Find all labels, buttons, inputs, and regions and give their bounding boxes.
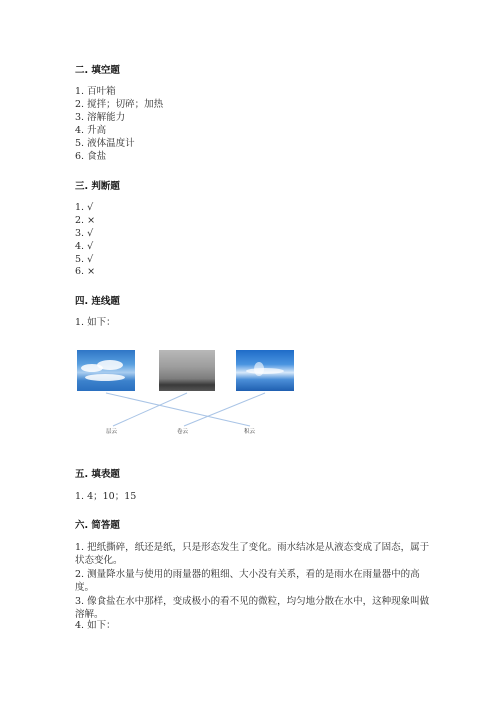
- cloud-label: 积云: [244, 429, 256, 435]
- answer-line: 5. 液体温度计: [75, 138, 135, 149]
- connector-line: [184, 393, 265, 426]
- section-title-fill-in: 二. 填空题: [75, 65, 120, 76]
- answer-line: 4. 升高: [75, 125, 107, 136]
- answer-line: 4. 如下：: [75, 620, 116, 631]
- cloud-label: 卷云: [177, 429, 189, 435]
- answer-line: 3. 溶解能力: [75, 112, 126, 123]
- answer-line: 2. 搅拌；切碎；加热: [75, 99, 164, 110]
- connector-line: [106, 393, 250, 426]
- cloud-label: 层云: [106, 429, 118, 435]
- answer-line: 5. √: [75, 254, 94, 265]
- answer-line: 6. ×: [75, 266, 96, 277]
- section-title-short-answer: 六. 简答题: [75, 520, 120, 531]
- answer-line: 3. √: [75, 228, 94, 239]
- answer-line: 2. ×: [75, 215, 96, 226]
- answer-paragraph: 3. 像食盐在水中那样，变成极小的看不见的微粒，均匀地分散在水中，这种现象叫做溶解。: [75, 596, 430, 621]
- section-title-matching: 四. 连线题: [75, 296, 120, 307]
- answer-paragraph: 1. 把纸撕碎，纸还是纸，只是形态发生了变化。雨水结冰是从液态变成了固态，属于状态变化。: [75, 542, 430, 567]
- answer-line: 1. 如下：: [75, 317, 116, 328]
- answer-paragraph: 2. 测量降水量与使用的雨量器的粗细、大小没有关系，看的是雨水在雨量器中的高度。: [75, 569, 420, 594]
- answer-line: 1. 4；10；15: [75, 491, 137, 502]
- answer-line: 1. 百叶箱: [75, 86, 116, 97]
- section-title-true-false: 三. 判断题: [75, 181, 120, 192]
- answer-line: 4. √: [75, 241, 94, 252]
- section-title-table: 五. 填表题: [75, 469, 120, 480]
- answer-line: 1. √: [75, 202, 94, 213]
- answer-line: 6. 食盐: [75, 151, 107, 162]
